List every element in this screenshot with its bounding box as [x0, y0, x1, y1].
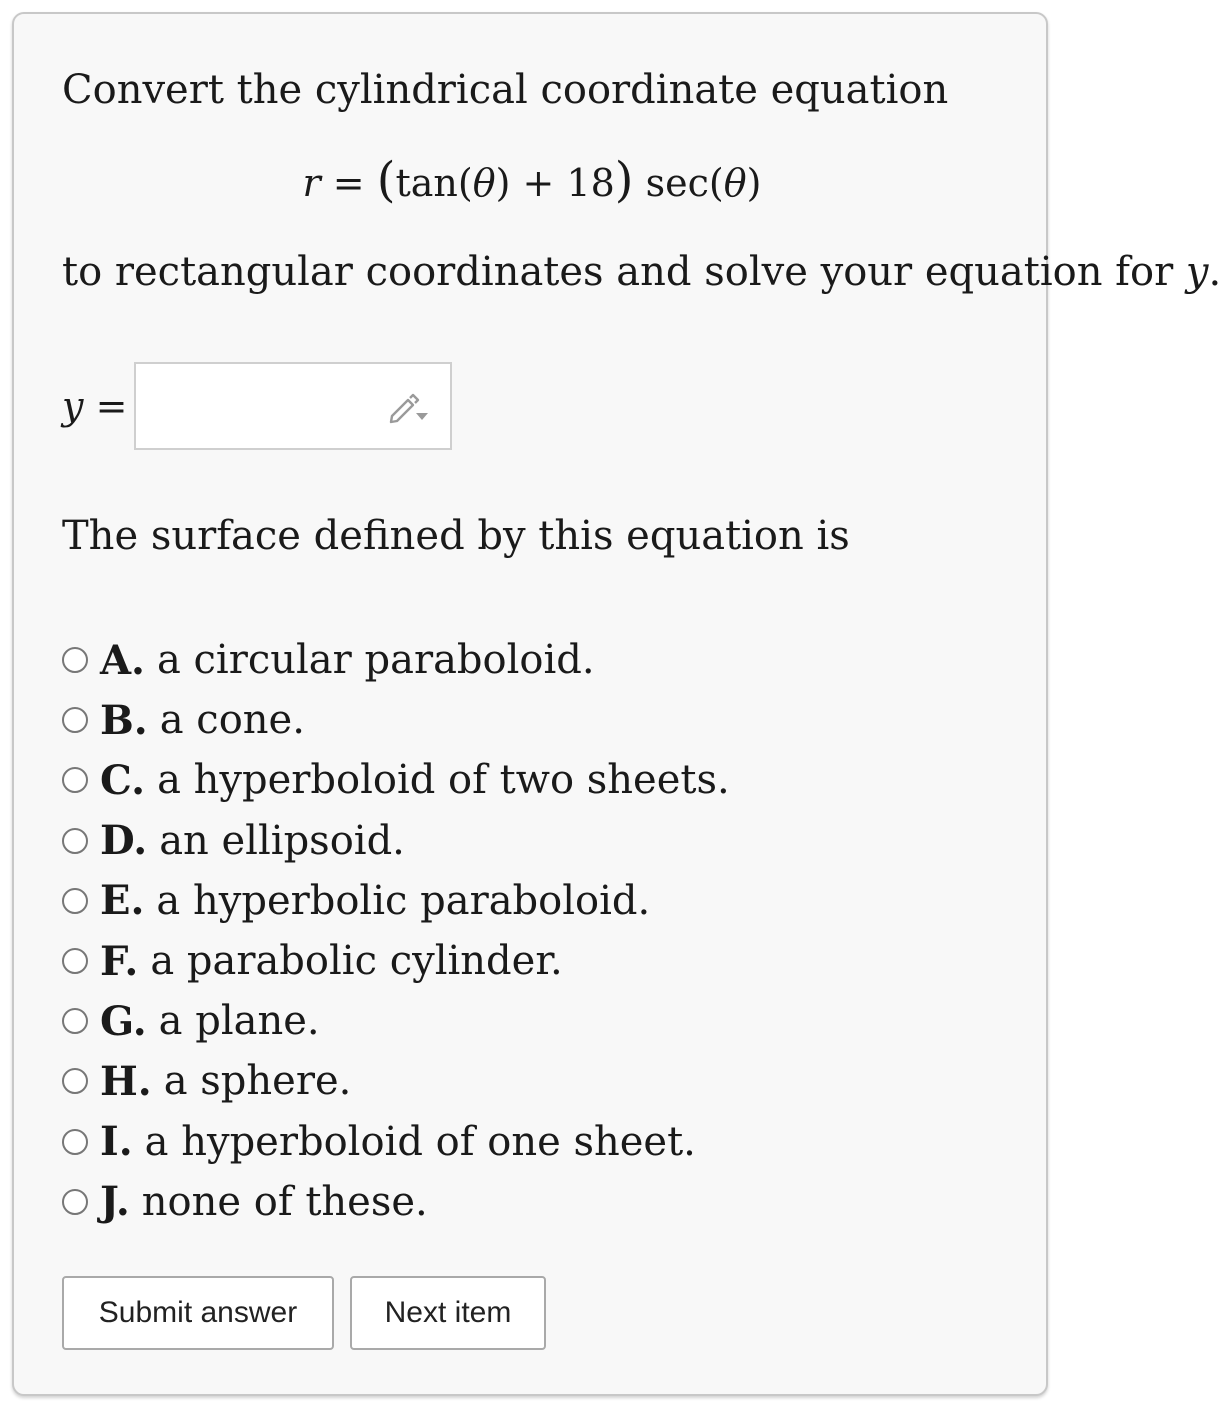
choice-text: a hyperboloid of one sheet. [144, 1118, 696, 1165]
instruction-end: . [1208, 249, 1221, 295]
radio-button[interactable] [62, 1008, 88, 1034]
choice-text: none of these. [141, 1178, 428, 1225]
eq-close-paren: ) [614, 152, 634, 208]
instruction-body: to rectangular coordinates and solve your equation for [62, 249, 1174, 295]
instruction-text [62, 248, 1221, 296]
choice-text: a parabolic cylinder. [150, 938, 563, 985]
answer-label [62, 382, 127, 430]
cylindrical-equation: r = (tan(θ) + 18) sec(θ) [302, 152, 762, 208]
instruction-var: y [1185, 249, 1209, 295]
choice-text: a hyperboloid of two sheets. [157, 757, 730, 804]
eq-func-tan: tan [395, 161, 458, 205]
choice-h[interactable] [62, 1051, 730, 1111]
next-item-button[interactable]: Next item [350, 1276, 546, 1350]
radio-button[interactable] [62, 1189, 88, 1215]
choice-text: a circular paraboloid. [156, 637, 595, 684]
choice-letter: J. [100, 1178, 130, 1226]
radio-button[interactable] [62, 647, 88, 673]
submit-answer-button[interactable]: Submit answer [62, 1276, 334, 1350]
choice-i[interactable] [62, 1112, 730, 1172]
choice-text: a sphere. [163, 1058, 352, 1105]
eq-equals: = [332, 161, 365, 205]
choice-j[interactable] [62, 1172, 730, 1232]
choice-g[interactable] [62, 991, 730, 1051]
radio-button[interactable] [62, 948, 88, 974]
eq-lhs-var: r [302, 161, 321, 205]
radio-button[interactable] [62, 888, 88, 914]
radio-button[interactable] [62, 1068, 88, 1094]
eq-open-paren: ( [376, 152, 396, 208]
eq-plus: + [522, 161, 555, 205]
eq-func-sec: sec [645, 161, 709, 205]
choice-b[interactable] [62, 690, 730, 750]
choice-d[interactable] [62, 811, 730, 871]
radio-button[interactable] [62, 767, 88, 793]
choice-letter: H. [100, 1057, 152, 1105]
radio-button[interactable] [62, 707, 88, 733]
choice-c[interactable] [62, 750, 730, 810]
question-prompt: Convert the cylindrical coordinate equation [62, 67, 949, 113]
choice-letter: C. [100, 756, 146, 804]
eq-theta-2: θ [723, 161, 747, 205]
choice-text: a hyperbolic paraboloid. [156, 877, 651, 924]
choice-f[interactable] [62, 931, 730, 991]
choice-text: a cone. [159, 697, 305, 744]
eq-constant: 18 [566, 161, 615, 205]
eq-theta-1: θ [472, 161, 496, 205]
answer-label-var: y [62, 384, 84, 428]
answer-label-equals: = [95, 384, 128, 428]
choice-text: an ellipsoid. [159, 817, 405, 864]
choice-letter: B. [100, 696, 148, 744]
choice-letter: F. [100, 937, 139, 985]
choice-letter: G. [100, 997, 147, 1045]
choice-text: a plane. [158, 998, 320, 1045]
question-card [12, 12, 1221, 1396]
choice-letter: D. [100, 817, 148, 865]
choice-letter: I. [100, 1118, 133, 1166]
choice-letter: E. [100, 877, 145, 925]
surface-question: The surface defined by this equation is [62, 513, 850, 559]
radio-button[interactable] [62, 828, 88, 854]
choice-a[interactable] [62, 630, 730, 690]
choice-e[interactable] [62, 871, 730, 931]
pencil-icon[interactable] [388, 390, 432, 426]
radio-button[interactable] [62, 1129, 88, 1155]
choice-list [62, 630, 730, 1232]
choice-letter: A. [100, 636, 145, 684]
